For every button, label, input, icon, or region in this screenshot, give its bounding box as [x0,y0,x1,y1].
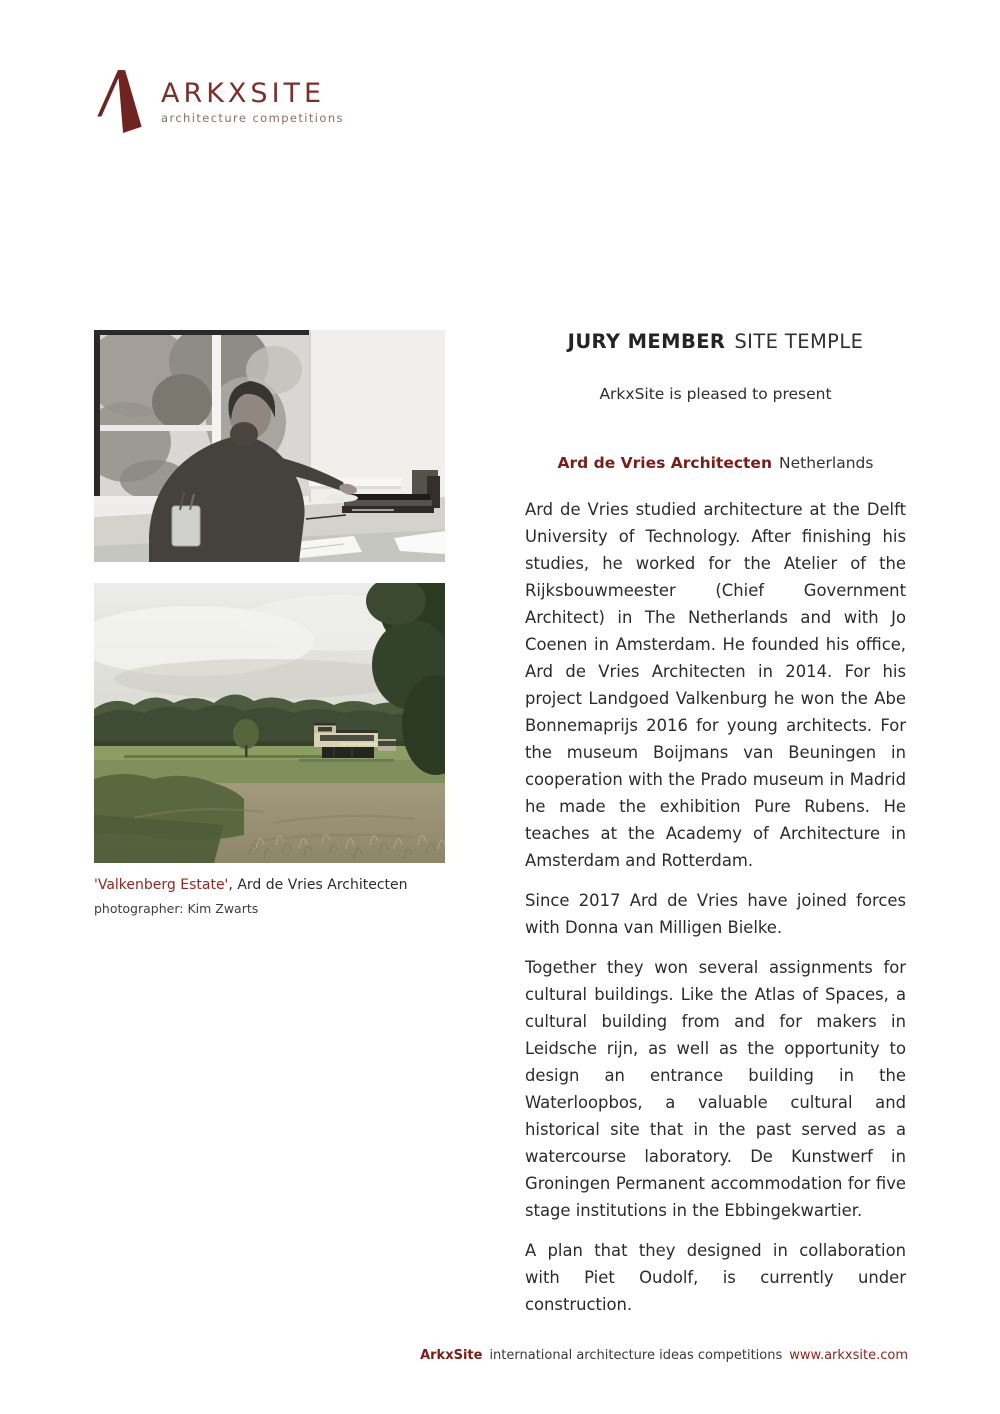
member-line [525,454,906,472]
intro-text: ArkxSite is pleased to present [599,385,832,404]
photo-caption [94,877,445,894]
footer-brand: ArkxSite [420,1348,483,1363]
title-jury-member: JURY MEMBER [567,330,726,353]
member-country: Netherlands [778,454,874,473]
caption-project-title: 'Valkenberg Estate' [94,877,229,893]
bio-paragraph: Ard de Vries studied architecture at the Delft University of Technology. After finishing his studies, he worked for the Atelier of the Rijksbouwmeester (Chief Government Architect) in The Netherlands and with Jo Coenen in Amsterdam. He founded his office, Ard de Vries Architecten in 2014. For his project Landgoed Valkenburg he won the Abe Bonnemaprijs 2016 for young architects. For the museum Boijmans van Beuningen in cooperation with the Prado museum in Madrid he made the exhibition Pure Rubens. He teaches at the Academy of Architecture in Amsterdam and Rotterdam. [525,500,906,871]
logo-tagline: architecture competitions [161,111,344,125]
caption-credit: photographer: Kim Zwarts [94,900,259,916]
portrait-photo [94,330,445,562]
page-title [525,330,906,353]
logo [94,68,344,134]
footer [0,1348,908,1363]
footer-text: international architecture ideas competitions [489,1348,783,1363]
bio [525,496,906,1318]
photo-column [94,330,445,916]
logo-text [161,80,344,125]
landscape-photo [94,583,445,863]
member-name: Ard de Vries Architecten [557,454,772,473]
bio-paragraph: A plan that they designed in collaboration with Piet Oudolf, is currently under construction. [525,1241,906,1315]
footer-url-link[interactable]: www.arkxsite.com [789,1348,908,1363]
text-column [525,330,906,1318]
caption-architect: , Ard de Vries Architecten [228,877,408,893]
bio-paragraph: Since 2017 Ard de Vries have joined forces with Donna van Milligen Bielke. [525,891,906,938]
bio-paragraph: Together they won several assignments for cultural buildings. Like the Atlas of Spaces, a cultural building from and for makers in Leidsche rijn, as well as the opportunity to design an entrance building in the Waterloopbos, a valuable cultural and historical site that in the past served as a watercourse laboratory. De Kunstwerf in Groningen Permanent accommodation for five stage institutions in the Ebbingekwartier. [525,958,906,1221]
logo-wordmark: ARKXSITE [161,78,326,109]
arkxsite-logo-mark-icon [94,68,148,134]
title-site-temple: SITE TEMPLE [734,330,864,353]
